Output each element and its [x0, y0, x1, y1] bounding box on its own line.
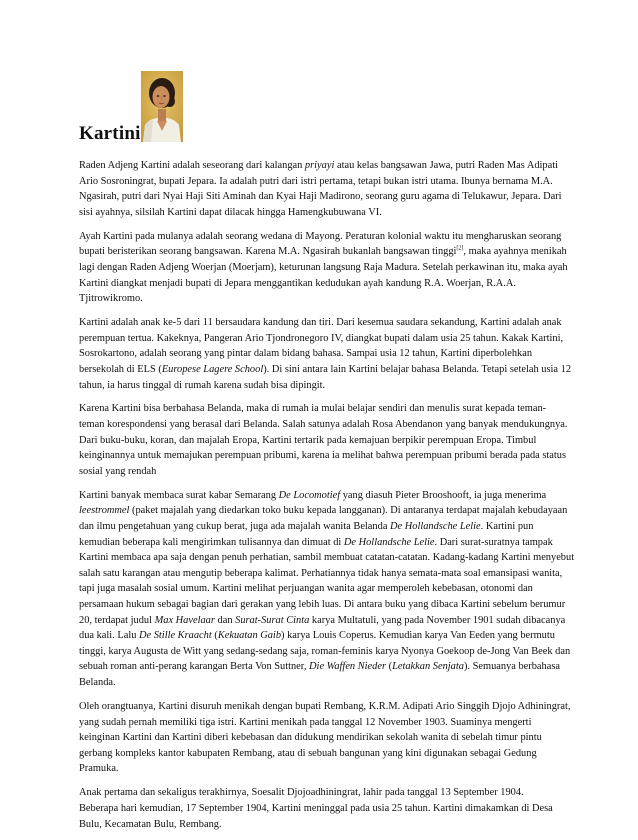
- paragraph: [79, 401, 571, 479]
- article-body: [79, 158, 579, 840]
- italic-term: priyayi: [304, 160, 335, 171]
- text-run: (: [211, 630, 218, 642]
- text-run: . Kartini pun kemudian beberapa kali mengirimkan tulisannya dan dimuat di: [79, 521, 534, 548]
- text-run: Kartini adalah anak ke-5 dari 11 bersaudara kandung dan tiri. Dari kesemua saudara sekandung, Kartini adalah anak perempuan tertua. Kakeknya, Pangeran Ario Tjondronegoro IV, diangkat bupati dalam usia 25 tahun. Kakak Kartini, Sosrokartono, adalah seorang yang pintar dalam bidang bahasa. Sampai usia 12 tahun, Kartini diperbolehkan bersekolah di ELS (: [79, 317, 564, 375]
- italic-term: Die Waffen Nieder: [309, 661, 387, 673]
- text-run: ). Di sini antara lain Kartini belajar bahasa Belanda. Tetapi setelah usia 12 tahun, ia harus tinggal di rumah karena sudah bisa dipingit.: [79, 363, 572, 391]
- italic-term: De Hollandsche Lelie: [343, 536, 435, 548]
- text-run: ) karya Louis Coperus. Kemudian karya Van Eeden yang bermutu tinggi, karya Augusta de Witt yang sedang-sedang saja, roman-feminis karya Nyonya Goekoop de-Jong Van Beek dan sebuah roman anti-perang karangan Berta Von Suttner,: [79, 630, 571, 673]
- text-run: Raden Adjeng Kartini adalah seseorang dari kalangan: [79, 160, 305, 171]
- text-run: atau kelas bangsawan Jawa, putri Raden Mas Adipati Ario Sosroningrat, bupati Jepara. Ia adalah putri dari istri pertama, tetapi bukan istri utama. Ibunya bernama M.A. Ngasirah, putri dari Nyai Haji Siti Aminah dan Kyai Haji Madirono, seorang guru agama di Telukawur, Jepara. Dari sisi ayahnya, silsilah Kartini dapat dilacak hingga Hamengkubuwana VI.: [79, 160, 562, 218]
- italic-term: leestrommel: [79, 505, 130, 517]
- text-run: (: [386, 661, 393, 673]
- text-run: Anak pertama dan sekaligus terakhirnya, Soesalit Djojoadhiningrat, lahir pada tanggal 13 September 1904. Beberapa hari kemudian, 17 September 1904, Kartini meninggal pada usia 25 tahun. Kartini dimakamkan di Desa Bulu, Kecamatan Bulu, Rembang.: [79, 787, 553, 830]
- text-run: yang diasuh Pieter Brooshooft, ia juga menerima: [340, 489, 547, 501]
- paragraph: [79, 785, 561, 832]
- text-run: , maka ayahnya menikah lagi dengan Raden Adjeng Woerjan (Moerjam), keturunan langsung Raja Madura. Setelah perkawinan itu, maka ayah Kartini diangkat menjadi bupati di Jepara menggantikan kedudukan ayah kandung R.A. Woerjan, R.A.A. Tjitrowikromo.: [79, 246, 568, 305]
- text-run: ). Semuanya berbahasa Belanda.: [79, 661, 561, 688]
- italic-term: Max Havelaar: [154, 614, 215, 626]
- paragraph: [79, 158, 565, 220]
- paragraph: [79, 488, 575, 691]
- text-run: (paket majalah yang diedarkan toko buku kepada langganan). Di antaranya terdapat majalah kebudayaan dan ilmu pengetahuan yang cukup berat, juga ada majalah wanita Belanda: [79, 505, 568, 533]
- italic-term: Surat-Surat Cinta: [235, 614, 310, 626]
- italic-term: Letakkan Senjata: [392, 661, 464, 673]
- portrait-photo-icon: [141, 71, 183, 142]
- text-run: Kartini banyak membaca surat kabar Semarang: [79, 489, 279, 501]
- text-run: . Dari surat-suratnya tampak Kartini membaca apa saja dengan penuh perhatian, sambil membuat catatan-catatan. Kadang-kadang Kartini menyebut salah satu karangan atau mengutip beberapa kalimat. Perhatiannya tidak hanya semata-mata soal emansipasi wanita, tapi juga masalah sosial umum. Kartini melihat perjuangan wanita agar memperoleh kebebasan, otonomi dan persamaan hukum sebagai bagian dari gerakan yang lebih luas. Di antara buku yang dibaca Kartini sebelum berumur 20, terdapat judul: [79, 536, 575, 626]
- paragraph: [79, 315, 579, 393]
- italic-term: Kekuatan Gaib: [217, 630, 282, 642]
- citation-ref[interactable]: [2]: [456, 245, 464, 252]
- text-run: Karena Kartini bisa berbahasa Belanda, maka di rumah ia mulai belajar sendiri dan menulis surat kepada teman-teman korespondensi yang berasal dari Belanda. Salah satunya adalah Rosa Abendanon yang banyak mendukungnya. Dari buku-buku, koran, dan majalah Eropa, Kartini tertarik pada kemajuan berpikir perempuan Eropa. Timbul keinginannya untuk memajukan perempuan pribumi, karena ia melihat bahwa perempuan pribumi berada pada status sosial yang rendah: [79, 403, 568, 477]
- text-run: Ayah Kartini pada mulanya adalah seorang wedana di Mayong. Peraturan kolonial waktu itu mengharuskan seorang bupati beristerikan seorang bangsawan. Karena M.A. Ngasirah bukanlah bangsawan tinggi: [79, 230, 562, 258]
- italic-term: Europese Lagere School: [161, 363, 264, 375]
- italic-term: De Hollandsche Lelie: [390, 521, 481, 533]
- text-run: karya Multatuli, yang pada November 1901 sudah dibacanya dua kali. Lalu: [79, 614, 566, 642]
- text-run: Oleh orangtuanya, Kartini disuruh menikah dengan bupati Rembang, K.R.M. Adipati Ario Singgih Djojo Adhiningrat, yang sudah pernah memiliki tiga istri. Kartini menikah pada tanggal 12 November 1903. Suaminya mengerti keinginan Kartini dan Kartini diberi kebebasan dan didukung mendirikan sekolah wanita di sebelah timur pintu gerbang kompleks kantor kabupaten Rembang, atau di sebuah bangunan yang kini digunakan sebagai Gedung Pramuka.: [79, 700, 571, 775]
- italic-term: De Stille Kraacht: [139, 630, 212, 642]
- paragraph: [79, 699, 571, 777]
- paragraph: [79, 229, 579, 307]
- page-title: Kartini: [79, 123, 141, 144]
- text-run: dan: [214, 614, 236, 626]
- italic-term: De Locomotief: [278, 489, 341, 501]
- portrait-illustration: [141, 71, 183, 142]
